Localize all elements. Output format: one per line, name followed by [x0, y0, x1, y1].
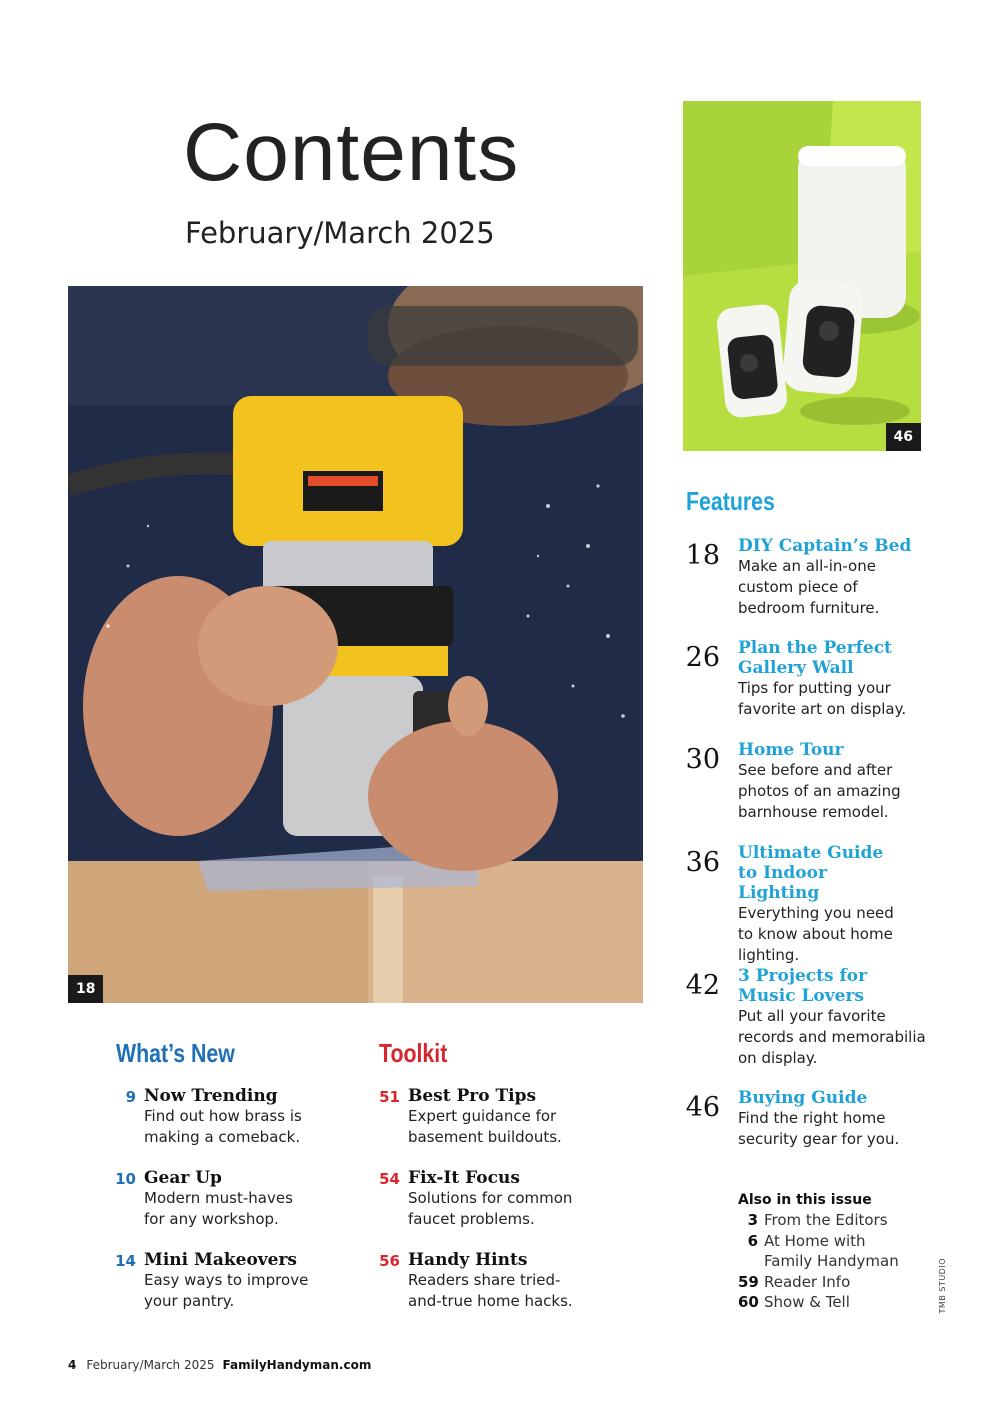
item-page-number: 54	[379, 1170, 400, 1188]
feature-item[interactable]	[684, 966, 934, 1069]
whats-new-item[interactable]	[110, 1086, 340, 1148]
feature-item[interactable]	[684, 1088, 934, 1150]
security-camera-illustration	[683, 101, 921, 451]
also-in-this-issue	[738, 1192, 938, 1313]
toolkit-heading: Toolkit	[379, 1038, 448, 1068]
feature-item[interactable]	[684, 638, 934, 720]
page-number: 4	[68, 1358, 77, 1372]
item-title: Now Trending	[144, 1086, 278, 1106]
item-description: Easy ways to improve your pantry.	[144, 1271, 309, 1310]
feature-description: Tips for putting your favorite art on display.	[738, 679, 907, 718]
photo-credit: TMB STUDIO	[938, 1258, 947, 1314]
feature-item[interactable]	[684, 536, 934, 619]
toolkit-item[interactable]	[374, 1250, 604, 1312]
footer-issue: February/March 2025	[86, 1358, 215, 1372]
feature-item[interactable]	[684, 740, 934, 823]
item-description: Solutions for common faucet problems.	[408, 1189, 573, 1228]
feature-page-number: 36	[685, 847, 720, 878]
also-page-number: 59	[738, 1272, 759, 1291]
site-link[interactable]: FamilyHandyman.com	[222, 1358, 372, 1372]
also-item[interactable]	[738, 1292, 938, 1313]
item-description: Modern must-haves for any workshop.	[144, 1189, 293, 1228]
features-heading: Features	[686, 486, 775, 516]
item-page-number: 56	[379, 1252, 400, 1270]
feature-title: 3 Projects for Music Lovers	[738, 966, 868, 1006]
item-description: Find out how brass is making a comeback.	[144, 1107, 302, 1146]
feature-description: Make an all-in-one custom piece of bedroom furniture.	[738, 557, 880, 617]
feature-page-number: 42	[685, 970, 720, 1001]
also-label: Show & Tell	[764, 1293, 850, 1311]
item-title: Handy Hints	[408, 1250, 528, 1270]
also-page-number: 6	[747, 1231, 758, 1250]
item-title: Fix-It Focus	[408, 1168, 520, 1188]
also-label: At Home with Family Handyman	[764, 1231, 899, 1270]
feature-title: DIY Captain’s Bed	[738, 536, 912, 556]
feature-description: Find the right home security gear for you.	[738, 1109, 900, 1148]
feature-page-number: 46	[685, 1092, 720, 1123]
issue-date: February/March 2025	[185, 216, 495, 250]
page-title: Contents	[183, 107, 520, 198]
page-footer	[68, 1358, 371, 1372]
also-item[interactable]	[738, 1210, 938, 1231]
page-badge-46: 46	[886, 423, 921, 451]
item-title: Mini Makeovers	[144, 1250, 297, 1270]
feature-title: Home Tour	[738, 740, 844, 760]
toolkit-item[interactable]	[374, 1168, 604, 1230]
item-page-number: 14	[115, 1252, 136, 1270]
feature-item[interactable]	[684, 843, 934, 966]
whats-new-heading: What’s New	[116, 1038, 235, 1068]
router-illustration	[68, 286, 643, 1003]
feature-page-number: 18	[685, 540, 720, 571]
whats-new-item[interactable]	[110, 1250, 340, 1312]
also-item[interactable]	[738, 1231, 938, 1272]
router-woodworking-photo	[68, 286, 643, 1003]
also-page-number: 3	[747, 1211, 758, 1229]
feature-page-number: 30	[685, 744, 720, 775]
also-page-number: 60	[738, 1293, 759, 1311]
item-title: Best Pro Tips	[408, 1086, 537, 1106]
also-heading: Also in this issue	[738, 1192, 872, 1208]
toolkit-item[interactable]	[374, 1086, 604, 1148]
item-page-number: 10	[115, 1170, 136, 1188]
item-page-number: 51	[379, 1088, 400, 1106]
feature-description: Everything you need to know about home lighting.	[738, 904, 894, 964]
item-page-number: 9	[125, 1088, 136, 1106]
feature-page-number: 26	[685, 642, 720, 673]
security-camera-photo	[683, 101, 921, 451]
also-label: From the Editors	[764, 1211, 888, 1229]
item-title: Gear Up	[144, 1168, 222, 1188]
feature-title: Buying Guide	[738, 1088, 868, 1108]
feature-title: Ultimate Guide to Indoor Lighting	[738, 843, 884, 903]
item-description: Readers share tried-and-true home hacks.	[408, 1271, 573, 1310]
also-label: Reader Info	[764, 1272, 851, 1291]
item-description: Expert guidance for basement buildouts.	[408, 1107, 562, 1146]
feature-title: Plan the Perfect Gallery Wall	[738, 638, 892, 678]
feature-description: Put all your favorite records and memorabilia on display.	[738, 1007, 926, 1067]
feature-description: See before and after photos of an amazing barnhouse remodel.	[738, 761, 901, 821]
page-badge-18: 18	[68, 975, 103, 1003]
whats-new-item[interactable]	[110, 1168, 340, 1230]
also-item[interactable]	[738, 1272, 938, 1293]
